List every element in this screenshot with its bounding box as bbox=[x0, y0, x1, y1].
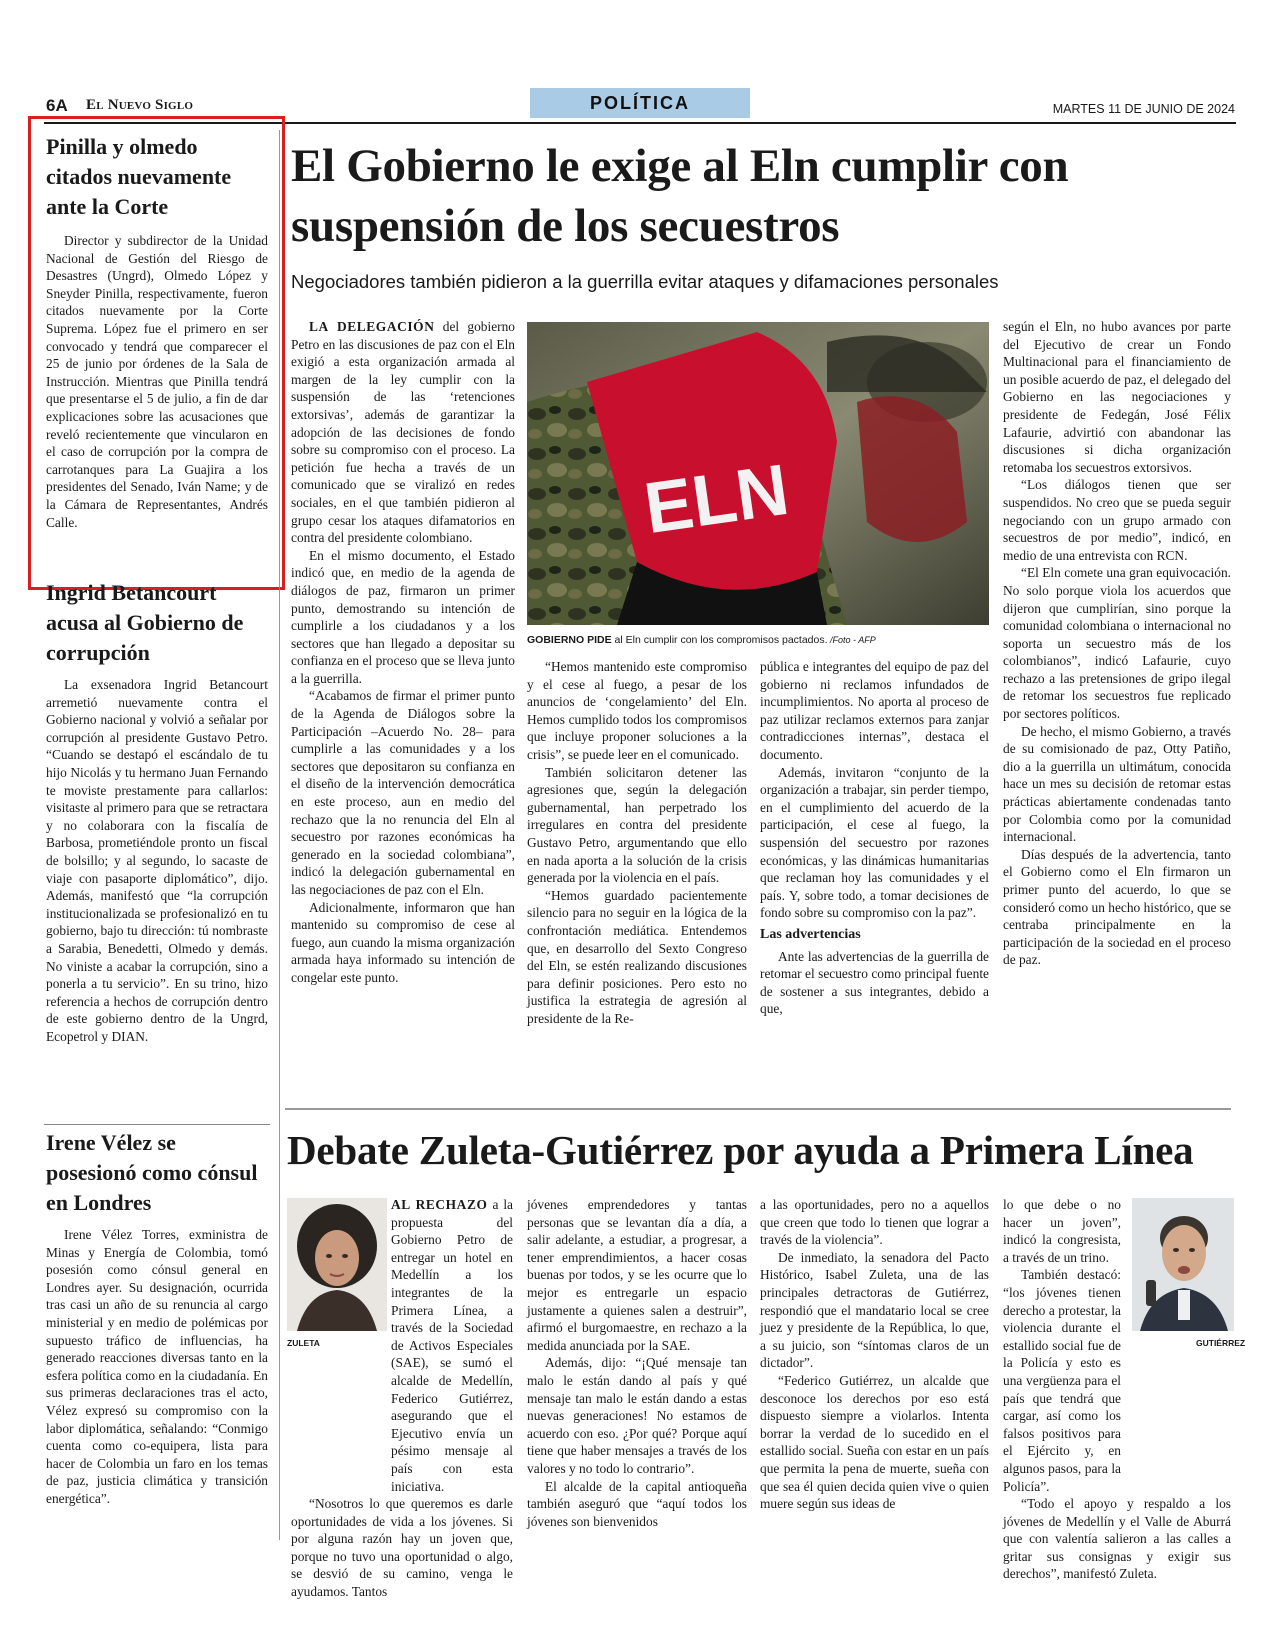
eln-letters: ELN bbox=[639, 449, 794, 550]
paragraph: “Nosotros lo que queremos es darle oportunidades de vida a los jóvenes. Si por alguna razón hay un joven que, porque no tuvo una oportunidad o algo, se desvió de su camino, venga le ayudamos. Tantos bbox=[291, 1496, 513, 1600]
caption-text: al Eln cumplir con los compromisos pactados. bbox=[611, 634, 828, 646]
paragraph: lo que debe o no hacer un joven”, indicó la congresista, a través de un trino. bbox=[1003, 1197, 1121, 1265]
paragraph: “Todo el apoyo y respaldo a los jóvenes de Medellín y el Valle de Aburrá que con valentía salieron a las calles a gritar sus consignas y exigir sus derechos”, manifestó Zuleta. bbox=[1003, 1496, 1231, 1582]
main-col-4 bbox=[1003, 318, 1231, 969]
sidebar-body: La exsenadora Ingrid Betancourt arremetió nuevamente contra el Gobierno nacional y volvió a señalar por corrupción al presidente Gustavo Petro. “Cuando se destapó el escándalo de tu hijo Nicolás y tu hermano Juan Fernando te moviste prestamente para callarlos: visitaste al primero para que se retractara y no colaborara con la fiscalía de Barbosa, prometiéndole pronto un fiscal de bolsillo; y al segundo, lo sacaste de viaje con pasaporte diplomático”, dijo. Además, manifestó que “la corrupción institucionalizada se profesionalizó en tu gobierno, bajo tu dirección: tú nombraste a Sarabia, Benedetti, Olmedo y demás. No viniste a acabar la corrupción, sino a ponerla a tu servicio”. En su trino, hizo referencia a hechos de corrupción dentro de este gobierno dentro de la Ungrd, Ecopetrol y DIAN. bbox=[46, 677, 268, 1044]
zuleta-caption: ZULETA bbox=[287, 1338, 320, 1348]
paragraph: En el mismo documento, el Estado indicó que, en medio de la agenda de diálogos de paz, firmaron un primer punto, demostrando su intención de cumplirle a los ciudadanos y a los sectores que han llegado a depositar su confianza en el proceso que se lleva junto a la guerrilla. bbox=[291, 547, 515, 686]
paragraph: jóvenes emprendedores y tantas personas que se levantan día a día, a salir adelante, a estudiar, a progresar, a tener emprendimientos, a hacer cosas buenas por todos, y se les ocurre que lo mejor es entregarle un espacio justamente a quienes salen a destruir”, afirmó el burgomaestre, en rechazo a la medida anunciada por la SAE. bbox=[527, 1197, 747, 1353]
sidebar-body: Irene Vélez Torres, exministra de Minas y Energía de Colombia, tomó posesión como cónsul general en Londres ayer. Su designación, ocurrida tras casi un año de su renuncia al cargo ministerial y en medio de polémicas por supuesto tráfico de influencias, ha generado reacciones diversas tanto en la esfera política como en la ciudadanía. En sus primeras declaraciones tras el acto, Vélez expresó su compromiso con la labor diplomática, señalando: “Conmigo cuenta como co-equipera, lista para hacer de Colombia un faro en los temas de paz, justicia climática y transición energética”. bbox=[46, 1227, 268, 1506]
photo-illustration bbox=[527, 322, 989, 625]
paragraph: “El Eln comete una gran equivocación. No solo porque viola los acuerdos que dijeron que cumplirían, sino porque la comunidad colombiana o internacional no soporta un secuestro más de los colombianos”, indicó Lafaurie, cuyo rechazo a las pretensiones de gripo ilegal de retomar los secuestros fue replicado por sectores políticos. bbox=[1003, 565, 1231, 722]
paragraph: del gobierno Petro en las discusiones de paz con el Eln exigió a esta organización armada al margen de la ley cumplir con la suspensión de las ‘retenciones extorsivas’, además de garantizar la adopción de las decisiones de fondo sobre su compromiso con el proceso. La petición fue hecha a través de un comunicado que se viralizó en redes sociales, en el que también pidieron al grupo cesar los ataques difamatorios en contra del presidente colombiano. bbox=[291, 319, 515, 546]
paragraph: a las oportunidades, pero no a aquellos que creen que todo lo tienen que lograr a través de la violencia”. bbox=[760, 1197, 989, 1248]
paragraph: a la propuesta del Gobierno Petro de entregar un hotel en Medellín a los integrantes de la Primera Línea, a través de la Sociedad de Activos Especiales (SAE), se sumó el alcalde de Medellín, Federico Gutiérrez, asegurando que el Ejecutivo envía un pésimo mensaje al país con esta iniciativa. bbox=[391, 1197, 513, 1494]
paragraph: También destacó: “los jóvenes tienen derecho a protestar, la violencia durante el estallido social fue de la Policía y esto es una vergüenza para el país que tendrá que cargar, así como los falsos positivos para el Ejército y, en algunos pasos, para la Policía”. bbox=[1003, 1267, 1121, 1494]
subhead: Las advertencias bbox=[760, 926, 861, 942]
sidebar-story-pinilla bbox=[46, 132, 268, 531]
paragraph: según el Eln, no hubo avances por parte del Ejecutivo de crear un Fondo Multinacional para el financiamiento de un posible acuerdo de paz, el delegado del Gobierno en las negociaciones y presidente de Fedegán, José Félix Lafaurie, advirtió con abandonar las discusiones si dicha organización retomaba los secuestros extorsivos. bbox=[1003, 319, 1231, 475]
paragraph: Días después de la advertencia, tanto el Gobierno como el Eln firmaron un primer punto del acuerdo, lo que se consideró como un hecho histórico, que se centraba principalmente en la participación de la sociedad en el proceso de paz. bbox=[1003, 846, 1231, 968]
main-col-3 bbox=[760, 658, 989, 1018]
paragraph: pública e integrantes del equipo de paz del gobierno ni reclamos infundados de incumplimientos. No aporta al proceso de paz utilizar reclamos externos para zanjar contradicciones internas”, destaca el documento. bbox=[760, 659, 989, 762]
paragraph: De hecho, el mismo Gobierno, a través de su comisionado de paz, Otty Patiño, dio a la guerrilla un ultimátum, conocida hace un mes su decisión de retomar estas prácticas abiertamente condenadas tanto por Colombia como por la comunidad internacional. bbox=[1003, 723, 1231, 845]
gutierrez-caption: GUTIÉRREZ bbox=[1196, 1338, 1246, 1348]
debate-col-2 bbox=[527, 1196, 747, 1530]
paragraph: “Hemos guardado pacientemente silencio para no seguir en la lógica de la confrontación mediática. Entendemos que, en desarrollo del Sexto Congreso del Eln, se estén realizando discusiones para definir posiciones. Pero esto no justifica la estrategia de agresión al presidente de la Re- bbox=[527, 887, 747, 1026]
sidebar-headline: Irene Vélez se posesionó como cónsul en Londres bbox=[46, 1130, 258, 1215]
column-rule bbox=[279, 130, 280, 1540]
main-deck: Negociadores también pidieron a la guerrilla evitar ataques y difamaciones personales bbox=[291, 271, 999, 292]
paragraph: De inmediato, la senadora del Pacto Histórico, Isabel Zuleta, una de las principales detractoras de Gutiérrez, respondió que el mandatario local se cree juez y presidente de la República, lo que, a su juicio, son “síntomas claros de un dictador”. bbox=[760, 1249, 989, 1371]
debate-col-3 bbox=[760, 1196, 989, 1513]
main-headline: El Gobierno le exige al Eln cumplir con suspensión de los secuestros bbox=[291, 140, 1069, 252]
lead-in: AL RECHAZO bbox=[391, 1197, 488, 1212]
eln-photo bbox=[527, 322, 989, 625]
paragraph: Además, dijo: “¡Qué mensaje tan malo le están dando al país y qué mensaje tan malo le están dando a estas nuevas generaciones! No estamos de acuerdo con eso. ¿Por qué? Porque aquí tiene que haber mensajes a través de los valores y no todo lo contrario”. bbox=[527, 1355, 747, 1476]
photo-caption bbox=[527, 634, 989, 646]
paragraph: Adicionalmente, informaron que han mantenido su compromiso de cese al fuego, aun cuando la misma organización armada haya informado su intención de congelar este punto. bbox=[291, 899, 515, 985]
paragraph: Ante las advertencias de la guerrilla de retomar el secuestro como principal fuente de sostener a sus integrantes, debido a que, bbox=[760, 948, 989, 1017]
section-tab bbox=[530, 88, 750, 118]
paragraph: Además, invitaron “conjunto de la organización a trabajar, sin perder tiempo, en el cumplimiento del acuerdo de la participación, el cese al fuego, la suspensión del secuestro por razones económicas, y las dinámicas humanitarias que reclaman hoy las comunidades y el país. Y, sobre todo, a tomar decisiones de fondo sobre su compromiso con la paz”. bbox=[760, 764, 989, 921]
main-col-2 bbox=[527, 658, 747, 1027]
caption-lead: GOBIERNO PIDE bbox=[527, 634, 612, 646]
issue-date: MARTES 11 DE JUNIO DE 2024 bbox=[1052, 102, 1235, 116]
paragraph: “Los diálogos tienen que ser suspendidos. No creo que se pueda seguir negociando con un grupo armado con secuestros de por medio”, indicó, en medio de una entrevista con RCN. bbox=[1003, 477, 1231, 563]
caption-credit: /Foto - AFP bbox=[827, 635, 876, 645]
newspaper-name: El Nuevo Siglo bbox=[86, 97, 194, 113]
debate-col-1 bbox=[291, 1196, 513, 1601]
paragraph: El alcalde de la capital antioqueña también aseguró que “aquí todos los jóvenes son bienvenidos bbox=[527, 1478, 747, 1529]
paragraph: “Federico Gutiérrez, un alcalde que desconoce los derechos por eso está dispuesto siempre a violarlos. Intenta borrar la verdad de lo sucedido en el estallido social. Sueña con estar en un país que permita la pena de muerte, sueña con que sea él quien decida quien vive o quien muere según sus ideas de bbox=[760, 1372, 989, 1512]
paragraph: “Acabamos de firmar el primer punto de la Agenda de Diálogos sobre la Participación –Acuerdo No. 28– para cumplirle a las comunidades y a los sectores que depositaron su confianza en el diseño de la intervención democrática en este proceso, aun en medio del rechazo que la no renuncia del Eln al secuestro por razones económicas ha generado en la sociedad colombiana”, indicó la delegación gubernamental en las negociaciones de paz con el Eln. bbox=[291, 688, 515, 897]
sidebar-body: Director y subdirector de la Unidad Nacional de Gestión del Riesgo de Desastres (Ungrd), Olmedo López y Sneyder Pinilla, respectivamente, fueron citados nuevamente por la Corte Suprema. López fue el primero en ser convocado y tendrá que comparecer el 25 de junio por órdenes de la Sala de Instrucción. Mientras que Pinilla tendrá que presentarse el 5 de julio, a fin de dar explicaciones sobre las acusaciones que reveló recientemente que vincularon en el caso de corrupción por la compra de carrotanques para La Guajira a los presidentes del Senado, Iván Name; y de la Cámara de Representantes, Andrés Calle. bbox=[46, 233, 268, 530]
debate-col-4 bbox=[1003, 1196, 1231, 1583]
sidebar-story-betancourt bbox=[46, 578, 268, 1045]
sidebar-story-velez bbox=[46, 1128, 268, 1508]
lead-in: LA DELEGACIÓN bbox=[309, 319, 435, 334]
sidebar-headline: Pinilla y olmedo citados nuevamente ante la Corte bbox=[46, 134, 232, 219]
sidebar-separator bbox=[44, 1124, 270, 1125]
page-number: 6A bbox=[46, 96, 68, 115]
paragraph: “Hemos mantenido este compromiso y el cese al fuego, a pesar de los anuncios de ‘congelamiento’ del Eln. Hemos cumplido todos los compromisos que incluye proponer soluciones a la crisis”, se puede leer en el comunicado. bbox=[527, 659, 747, 762]
sidebar-headline: Ingrid Betancourt acusa al Gobierno de corrupción bbox=[46, 580, 244, 665]
debate-headline: Debate Zuleta-Gutiérrez por ayuda a Primera Línea bbox=[287, 1127, 1194, 1173]
section-label: POLÍTICA bbox=[590, 93, 690, 113]
story-separator bbox=[285, 1108, 1231, 1110]
main-col-1 bbox=[291, 318, 515, 987]
paragraph: También solicitaron detener las agresiones que, según la delegación gubernamental, han perpetrado los irregulares en contra del presidente Gustavo Petro, argumentando que ello en nada aporta a la solución de la crisis generada por la violencia en el país. bbox=[527, 764, 747, 886]
